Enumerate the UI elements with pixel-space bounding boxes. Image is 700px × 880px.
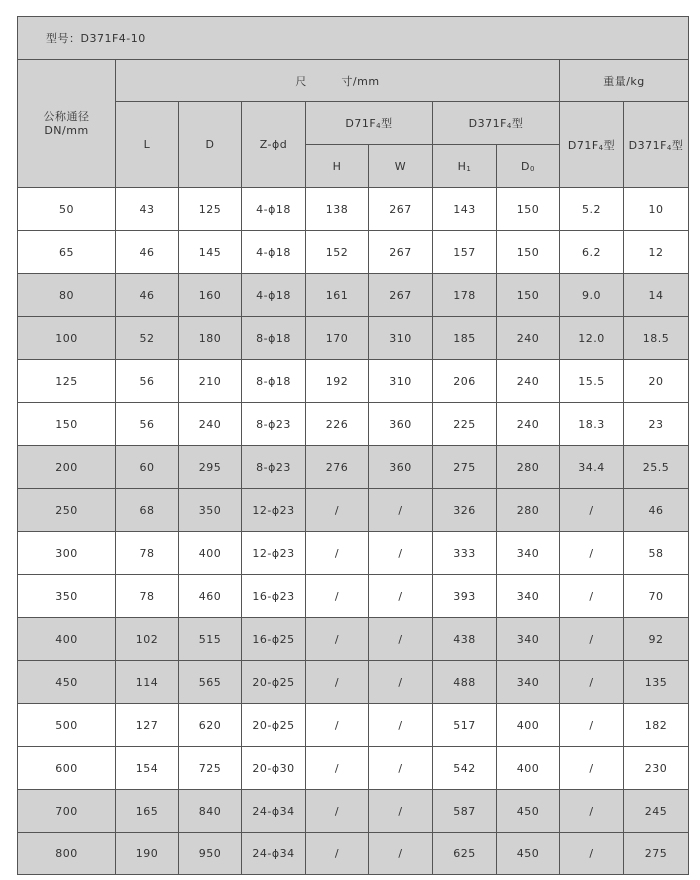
cell-h: 152 xyxy=(306,231,369,274)
cell-z: 4-ϕ18 xyxy=(242,231,306,274)
cell-d: 145 xyxy=(179,231,242,274)
nominal-label: 公称通径 DN/mm xyxy=(43,109,90,137)
cell-d0: 400 xyxy=(497,704,560,747)
cell-d: 295 xyxy=(179,446,242,489)
cell-l: 46 xyxy=(116,274,179,317)
cell-weight-d71: 34.4 xyxy=(560,446,624,489)
cell-d: 950 xyxy=(179,833,242,875)
table-row xyxy=(18,489,689,532)
cell-w: 360 xyxy=(369,446,433,489)
cell-d0: 450 xyxy=(497,790,560,833)
cell-weight-d371: 23 xyxy=(624,403,689,446)
cell-dn: 800 xyxy=(18,833,116,875)
cell-w: 267 xyxy=(369,231,433,274)
cell-h1: 157 xyxy=(433,231,497,274)
cell-h: / xyxy=(306,833,369,875)
d71-weight-label: $D71F_4$型 xyxy=(567,138,616,152)
d71-dim-label: $D71F_4$型 xyxy=(345,117,393,130)
cell-l: 165 xyxy=(116,790,179,833)
cell-d0: 280 xyxy=(497,489,560,532)
cell-l: 127 xyxy=(116,704,179,747)
cell-weight-d71: 18.3 xyxy=(560,403,624,446)
cell-d0: 280 xyxy=(497,446,560,489)
cell-h1: 587 xyxy=(433,790,497,833)
cell-w: / xyxy=(369,618,433,661)
cell-h1: 225 xyxy=(433,403,497,446)
table-row xyxy=(18,618,689,661)
cell-weight-d371: 12 xyxy=(624,231,689,274)
table-row xyxy=(18,747,689,790)
cell-z: 12-ϕ23 xyxy=(242,489,306,532)
cell-weight-d371: 18.5 xyxy=(624,317,689,360)
cell-dn: 50 xyxy=(18,188,116,231)
cell-h1: 625 xyxy=(433,833,497,875)
cell-h1: 393 xyxy=(433,575,497,618)
d71-dim-header xyxy=(306,102,433,145)
cell-d0: 340 xyxy=(497,661,560,704)
table-row xyxy=(18,833,689,875)
cell-weight-d371: 46 xyxy=(624,489,689,532)
cell-z: 4-ϕ18 xyxy=(242,274,306,317)
cell-z: 24-ϕ34 xyxy=(242,790,306,833)
d-header: D xyxy=(179,102,242,188)
cell-weight-d71: / xyxy=(560,489,624,532)
l-header: L xyxy=(116,102,179,188)
cell-w: 310 xyxy=(369,317,433,360)
cell-h: / xyxy=(306,532,369,575)
cell-weight-d71: / xyxy=(560,575,624,618)
cell-w: 267 xyxy=(369,274,433,317)
cell-weight-d371: 10 xyxy=(624,188,689,231)
cell-l: 46 xyxy=(116,231,179,274)
cell-w: 310 xyxy=(369,360,433,403)
cell-weight-d71: / xyxy=(560,704,624,747)
cell-l: 68 xyxy=(116,489,179,532)
cell-h: 226 xyxy=(306,403,369,446)
cell-z: 20-ϕ30 xyxy=(242,747,306,790)
cell-d0: 240 xyxy=(497,403,560,446)
cell-weight-d371: 70 xyxy=(624,575,689,618)
cell-l: 78 xyxy=(116,575,179,618)
cell-z: 8-ϕ18 xyxy=(242,360,306,403)
cell-dn: 350 xyxy=(18,575,116,618)
cell-z: 8-ϕ23 xyxy=(242,403,306,446)
cell-d: 210 xyxy=(179,360,242,403)
table-row xyxy=(18,188,689,231)
cell-weight-d371: 14 xyxy=(624,274,689,317)
weight-header: 重量/kg xyxy=(560,60,689,102)
cell-h: / xyxy=(306,704,369,747)
cell-d: 840 xyxy=(179,790,242,833)
cell-z: 8-ϕ18 xyxy=(242,317,306,360)
cell-l: 154 xyxy=(116,747,179,790)
cell-dn: 125 xyxy=(18,360,116,403)
table-row xyxy=(18,532,689,575)
cell-weight-d371: 135 xyxy=(624,661,689,704)
cell-h: 138 xyxy=(306,188,369,231)
cell-h: 192 xyxy=(306,360,369,403)
cell-weight-d71: / xyxy=(560,661,624,704)
cell-w: / xyxy=(369,833,433,875)
cell-z: 16-ϕ25 xyxy=(242,618,306,661)
table-row xyxy=(18,403,689,446)
d371-dim-label: $D371F_4$型 xyxy=(468,117,524,130)
cell-h: / xyxy=(306,661,369,704)
cell-dn: 450 xyxy=(18,661,116,704)
table-row xyxy=(18,790,689,833)
spec-table xyxy=(17,16,689,875)
d371-weight-label: $D371F_4$型 xyxy=(628,138,684,152)
cell-h1: 178 xyxy=(433,274,497,317)
table-row xyxy=(18,575,689,618)
cell-z: 24-ϕ34 xyxy=(242,833,306,875)
cell-h: / xyxy=(306,489,369,532)
cell-w: 360 xyxy=(369,403,433,446)
table-row xyxy=(18,661,689,704)
cell-d: 240 xyxy=(179,403,242,446)
cell-weight-d371: 182 xyxy=(624,704,689,747)
cell-z: 8-ϕ23 xyxy=(242,446,306,489)
cell-weight-d371: 25.5 xyxy=(624,446,689,489)
cell-h1: 333 xyxy=(433,532,497,575)
cell-l: 78 xyxy=(116,532,179,575)
h1-header xyxy=(433,145,497,188)
cell-dn: 100 xyxy=(18,317,116,360)
cell-h: 170 xyxy=(306,317,369,360)
cell-dn: 500 xyxy=(18,704,116,747)
cell-d: 160 xyxy=(179,274,242,317)
cell-d: 350 xyxy=(179,489,242,532)
cell-dn: 250 xyxy=(18,489,116,532)
cell-z: 4-ϕ18 xyxy=(242,188,306,231)
cell-d: 620 xyxy=(179,704,242,747)
cell-l: 114 xyxy=(116,661,179,704)
cell-weight-d371: 92 xyxy=(624,618,689,661)
cell-h1: 275 xyxy=(433,446,497,489)
cell-weight-d71: 5.2 xyxy=(560,188,624,231)
cell-d: 460 xyxy=(179,575,242,618)
cell-h: / xyxy=(306,790,369,833)
cell-d0: 450 xyxy=(497,833,560,875)
cell-w: / xyxy=(369,790,433,833)
d371-dim-header xyxy=(433,102,560,145)
cell-d: 565 xyxy=(179,661,242,704)
cell-d0: 150 xyxy=(497,274,560,317)
d0-header xyxy=(497,145,560,188)
cell-h1: 488 xyxy=(433,661,497,704)
cell-h1: 143 xyxy=(433,188,497,231)
cell-z: 20-ϕ25 xyxy=(242,661,306,704)
cell-h: / xyxy=(306,747,369,790)
cell-l: 56 xyxy=(116,360,179,403)
cell-d: 400 xyxy=(179,532,242,575)
cell-d: 725 xyxy=(179,747,242,790)
cell-h1: 542 xyxy=(433,747,497,790)
cell-d0: 240 xyxy=(497,317,560,360)
cell-dn: 200 xyxy=(18,446,116,489)
cell-weight-d71: 9.0 xyxy=(560,274,624,317)
cell-d: 515 xyxy=(179,618,242,661)
z-phi-d-header: Z-ϕd xyxy=(242,102,306,188)
dimension-label: 尺 寸/mm xyxy=(295,74,380,88)
cell-d0: 340 xyxy=(497,618,560,661)
cell-d0: 150 xyxy=(497,231,560,274)
cell-l: 60 xyxy=(116,446,179,489)
cell-weight-d371: 275 xyxy=(624,833,689,875)
cell-w: / xyxy=(369,747,433,790)
cell-dn: 700 xyxy=(18,790,116,833)
cell-weight-d71: / xyxy=(560,618,624,661)
table-row xyxy=(18,274,689,317)
table-row xyxy=(18,231,689,274)
cell-dn: 80 xyxy=(18,274,116,317)
cell-weight-d71: / xyxy=(560,790,624,833)
cell-h1: 206 xyxy=(433,360,497,403)
cell-weight-d371: 230 xyxy=(624,747,689,790)
nominal-diameter-header xyxy=(18,60,116,188)
model-label: 型号：D371F4-10 xyxy=(18,17,689,60)
cell-h: 161 xyxy=(306,274,369,317)
d71-weight-header xyxy=(560,102,624,188)
w-header: W xyxy=(369,145,433,188)
cell-weight-d371: 58 xyxy=(624,532,689,575)
cell-weight-d71: / xyxy=(560,747,624,790)
cell-d0: 240 xyxy=(497,360,560,403)
cell-h: 276 xyxy=(306,446,369,489)
cell-weight-d71: 6.2 xyxy=(560,231,624,274)
table-row xyxy=(18,360,689,403)
table-row xyxy=(18,446,689,489)
table-row xyxy=(18,317,689,360)
cell-z: 12-ϕ23 xyxy=(242,532,306,575)
cell-z: 16-ϕ23 xyxy=(242,575,306,618)
cell-dn: 150 xyxy=(18,403,116,446)
cell-weight-d371: 245 xyxy=(624,790,689,833)
cell-w: / xyxy=(369,661,433,704)
cell-l: 43 xyxy=(116,188,179,231)
cell-h1: 185 xyxy=(433,317,497,360)
cell-h1: 438 xyxy=(433,618,497,661)
cell-d: 125 xyxy=(179,188,242,231)
cell-h: / xyxy=(306,575,369,618)
h-header: H xyxy=(306,145,369,188)
h1-label: $H_1$ xyxy=(457,159,472,173)
d371-weight-header xyxy=(624,102,689,188)
cell-h1: 326 xyxy=(433,489,497,532)
cell-l: 52 xyxy=(116,317,179,360)
cell-d0: 150 xyxy=(497,188,560,231)
cell-l: 102 xyxy=(116,618,179,661)
cell-w: / xyxy=(369,575,433,618)
cell-weight-d71: 15.5 xyxy=(560,360,624,403)
dimension-header xyxy=(116,60,560,102)
cell-weight-d71: / xyxy=(560,532,624,575)
cell-h: / xyxy=(306,618,369,661)
cell-d0: 340 xyxy=(497,532,560,575)
cell-dn: 400 xyxy=(18,618,116,661)
cell-l: 56 xyxy=(116,403,179,446)
cell-w: / xyxy=(369,489,433,532)
cell-z: 20-ϕ25 xyxy=(242,704,306,747)
cell-w: / xyxy=(369,532,433,575)
cell-w: 267 xyxy=(369,188,433,231)
cell-l: 190 xyxy=(116,833,179,875)
cell-weight-d71: / xyxy=(560,833,624,875)
cell-weight-d71: 12.0 xyxy=(560,317,624,360)
cell-weight-d371: 20 xyxy=(624,360,689,403)
cell-d0: 340 xyxy=(497,575,560,618)
cell-dn: 600 xyxy=(18,747,116,790)
cell-dn: 65 xyxy=(18,231,116,274)
cell-d0: 400 xyxy=(497,747,560,790)
cell-d: 180 xyxy=(179,317,242,360)
d0-label: $D_0$ xyxy=(521,159,535,173)
cell-w: / xyxy=(369,704,433,747)
cell-dn: 300 xyxy=(18,532,116,575)
table-row xyxy=(18,704,689,747)
cell-h1: 517 xyxy=(433,704,497,747)
